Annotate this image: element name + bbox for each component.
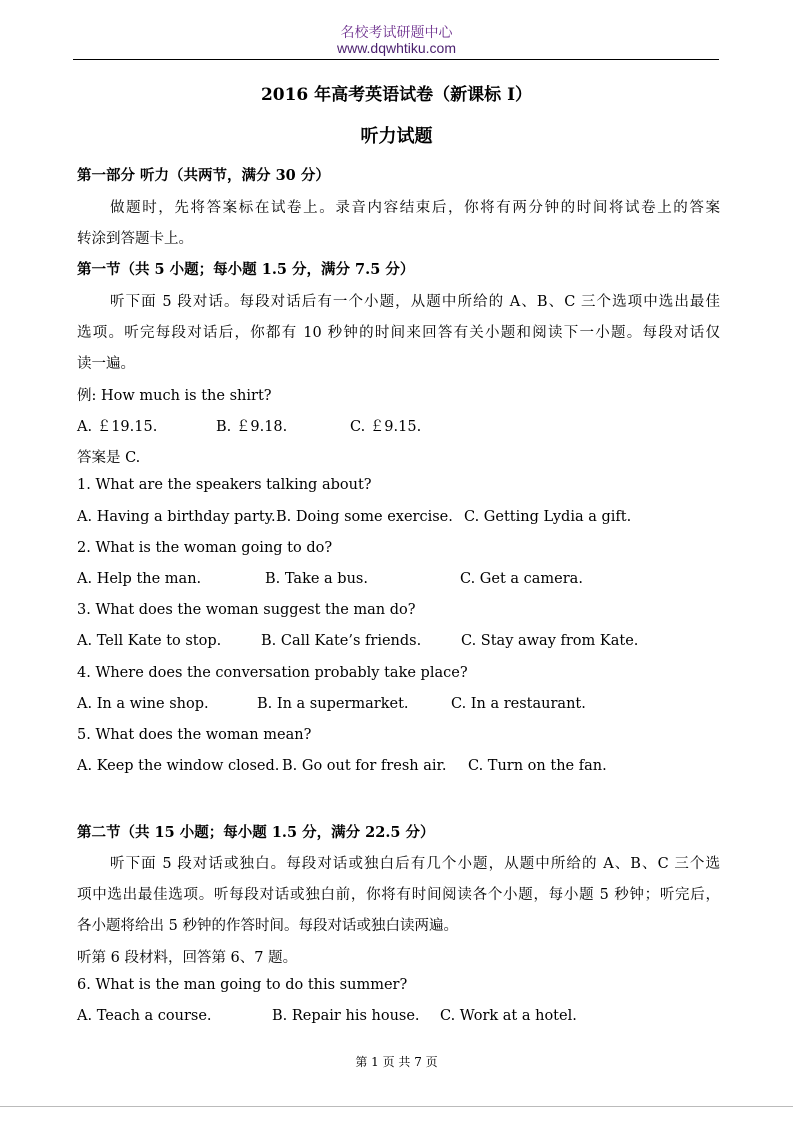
section2-heading: 第二节（共 15 小题；每小题 1.5 分，满分 22.5 分） bbox=[77, 824, 435, 841]
question-2: 2. What is the woman going to do? bbox=[77, 540, 333, 556]
question-4-option-a: A. In a wine shop. bbox=[77, 696, 209, 712]
question-5-option-a: A. Keep the window closed. bbox=[77, 758, 280, 774]
question-5-option-b: B. Go out for fresh air. bbox=[282, 758, 447, 774]
section2-instructions-line: 听下面 5 段对话或独白。每段对话或独白后有几个小题，从题中所给的 A、B、C 三个选 bbox=[110, 856, 720, 872]
question-5: 5. What does the woman mean? bbox=[77, 727, 312, 743]
part1-instructions-line: 做题时，先将答案标在试卷上。录音内容结束后，你将有两分钟的时间将试卷上的答案 bbox=[110, 200, 720, 216]
question-3-option-a: A. Tell Kate to stop. bbox=[77, 633, 222, 649]
question-6-option-c: C. Work at a hotel. bbox=[440, 1008, 577, 1024]
page-number: 第 1 页 共 7 页 bbox=[355, 1055, 438, 1069]
page-bottom-edge bbox=[0, 1106, 793, 1107]
site-url[interactable]: www.dqwhtiku.com bbox=[336, 40, 457, 56]
question-1: 1. What are the speakers talking about? bbox=[77, 477, 372, 493]
question-3-option-c: C. Stay away from Kate. bbox=[461, 633, 639, 649]
example-question: 例: How much is the shirt? bbox=[77, 388, 272, 404]
question-2-option-a: A. Help the man. bbox=[77, 571, 202, 587]
section1-instructions-line: 选项。听完每段对话后，你都有 10 秒钟的时间来回答有关小题和阅读下一小题。每段对话仅 bbox=[77, 325, 720, 341]
material-6-label: 听第 6 段材料，回答第 6、7 题。 bbox=[77, 950, 298, 966]
question-6-option-a: A. Teach a course. bbox=[77, 1008, 212, 1024]
section2-instructions-line: 各小题将给出 5 秒钟的作答时间。每段对话或独白读两遍。 bbox=[77, 918, 458, 934]
question-3: 3. What does the woman suggest the man do? bbox=[77, 602, 416, 618]
question-4-option-b: B. In a supermarket. bbox=[257, 696, 409, 712]
part1-heading: 第一部分 听力（共两节，满分 30 分） bbox=[77, 167, 330, 184]
site-name: 名校考试研题中心 bbox=[340, 25, 453, 41]
question-2-option-b: B. Take a bus. bbox=[265, 571, 368, 587]
document-subtitle: 听力试题 bbox=[360, 126, 433, 147]
section1-heading: 第一节（共 5 小题；每小题 1.5 分，满分 7.5 分） bbox=[77, 261, 415, 278]
example-option-a: A. ￡19.15. bbox=[77, 419, 158, 435]
question-3-option-b: B. Call Kate’s friends. bbox=[261, 633, 422, 649]
question-4: 4. Where does the conversation probably take place? bbox=[77, 665, 468, 681]
part1-instructions-line: 转涂到答题卡上。 bbox=[77, 231, 193, 247]
question-2-option-c: C. Get a camera. bbox=[460, 571, 583, 587]
section1-instructions-line: 听下面 5 段对话。每段对话后有一个小题，从题中所给的 A、B、C 三个选项中选出最佳 bbox=[110, 294, 720, 310]
question-5-option-c: C. Turn on the fan. bbox=[468, 758, 607, 774]
section1-instructions-line: 读一遍。 bbox=[77, 356, 135, 372]
document-title: 2016 年高考英语试卷（新课标 I） bbox=[260, 85, 533, 105]
question-1-option-b: B. Doing some exercise. bbox=[276, 509, 453, 525]
question-6: 6. What is the man going to do this summer? bbox=[77, 977, 408, 993]
question-1-option-c: C. Getting Lydia a gift. bbox=[464, 509, 632, 525]
question-6-option-b: B. Repair his house. bbox=[272, 1008, 420, 1024]
header-rule bbox=[73, 59, 719, 60]
example-option-b: B. ￡9.18. bbox=[216, 419, 288, 435]
question-1-option-a: A. Having a birthday party. bbox=[77, 509, 276, 525]
example-answer: 答案是 C. bbox=[77, 450, 141, 466]
section2-instructions-line: 项中选出最佳选项。听每段对话或独白前，你将有时间阅读各个小题，每小题 5 秒钟；听完后， bbox=[77, 887, 720, 903]
question-4-option-c: C. In a restaurant. bbox=[451, 696, 586, 712]
example-option-c: C. ￡9.15. bbox=[350, 419, 422, 435]
